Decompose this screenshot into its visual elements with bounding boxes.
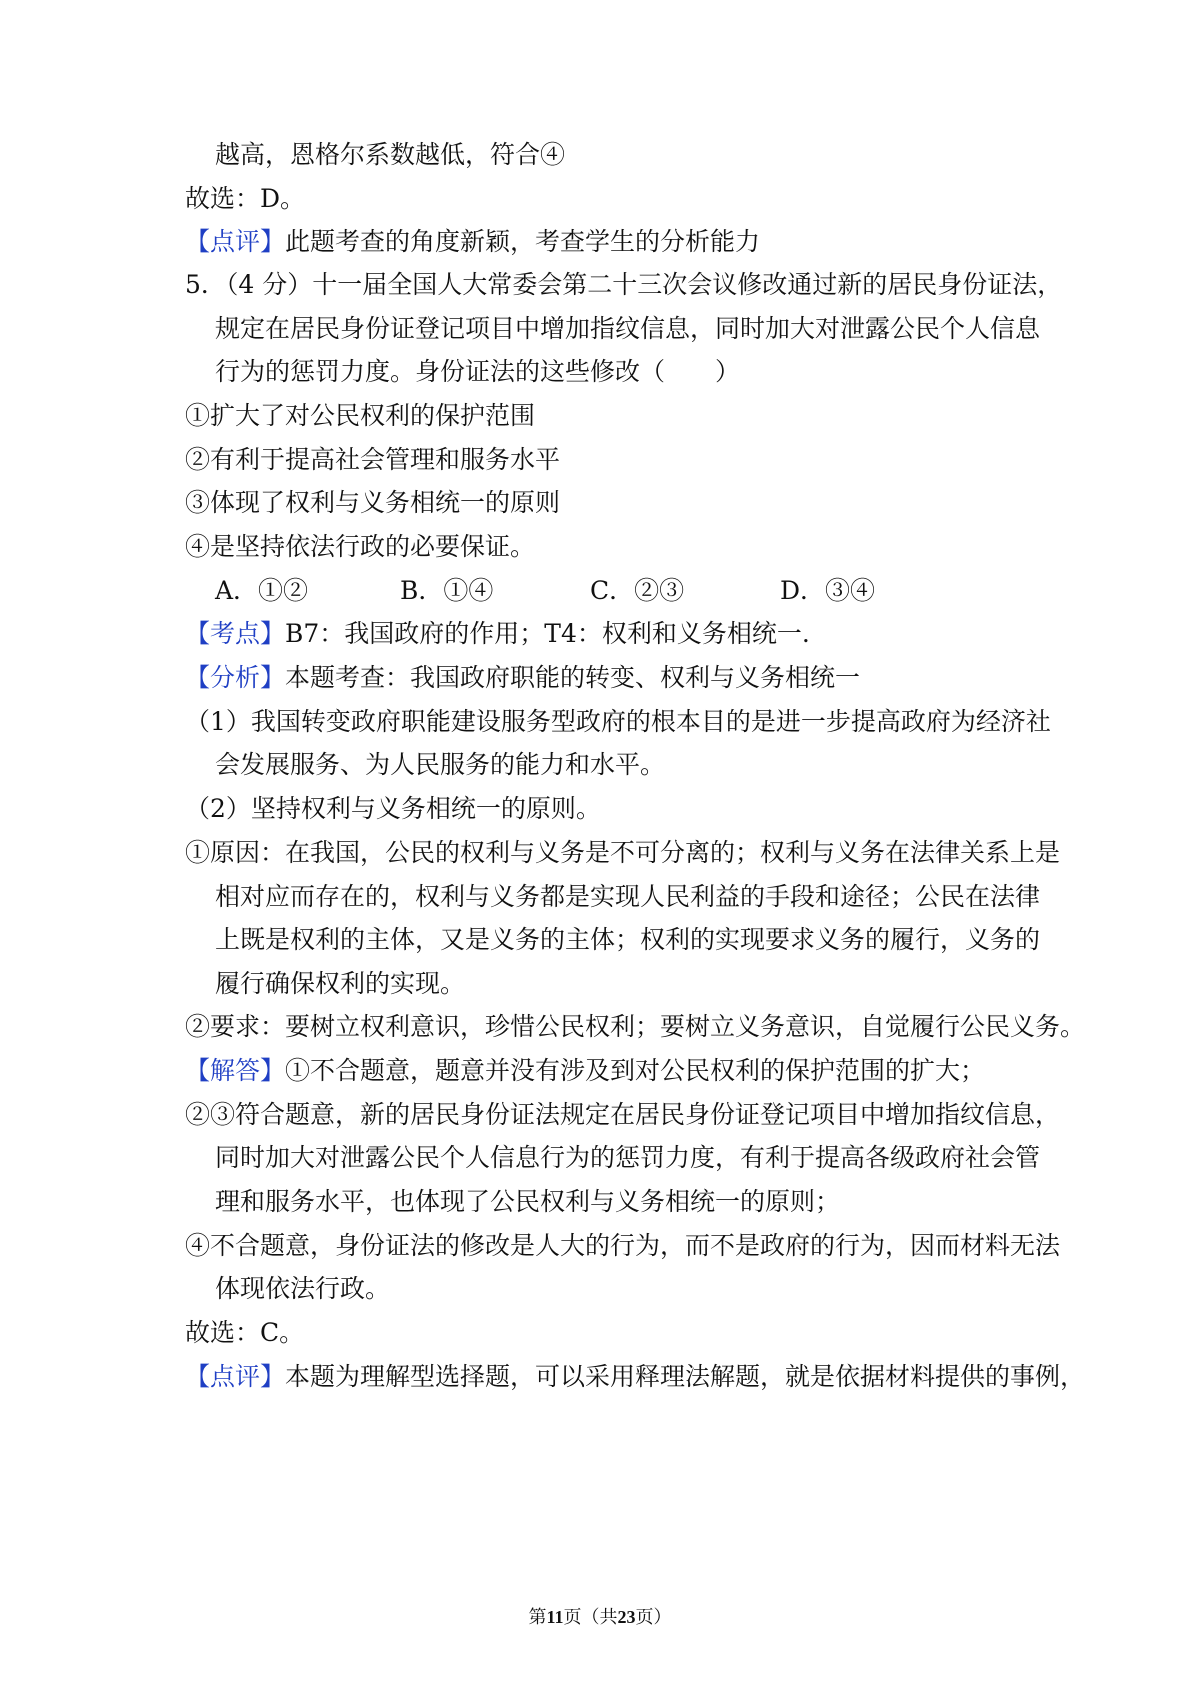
fenxi-line-8: ②要求：要树立权利意识，珍惜公民权利；要树立义务意识，自觉履行公民义务。 [185,1012,1086,1041]
fenxi-line-3: （2）坚持权利与义务相统一的原则。 [185,794,601,823]
jieda-text: ①不合题意，题意并没有涉及到对公民权利的保护范围的扩大； [285,1056,986,1085]
option-d: D．③④ [780,576,876,605]
question-stem-line-3: 行为的惩罚力度。身份证法的这些修改（ ） [215,357,741,386]
jieda-tag: 【解答】 [185,1056,286,1085]
jieda-line-2: 同时加大对泄露公民个人信息行为的惩罚力度，有利于提高各级政府社会管 [215,1143,1041,1172]
statement-1: ①扩大了对公民权利的保护范围 [185,401,536,430]
statement-3: ③体现了权利与义务相统一的原则 [185,488,561,517]
option-c: C．②③ [590,576,685,605]
footer-middle: 页（共 [563,1607,618,1628]
footer-prefix: 第 [528,1607,547,1628]
fenxi-line-1: （1）我国转变政府职能建设服务型政府的根本目的是进一步提高政府为经济社 [185,707,1051,736]
fenxi-line-5: 相对应而存在的，权利与义务都是实现人民利益的手段和途径；公民在法律 [215,882,1041,911]
statement-4: ④是坚持依法行政的必要保证。 [185,532,536,561]
fenxi-tag: 【分析】 [185,663,286,692]
fenxi-line-6: 上既是权利的主体，又是义务的主体；权利的实现要求义务的履行，义务的 [215,925,1041,954]
jieda-line-5: 体现依法行政。 [215,1274,391,1303]
fenxi-line [185,661,1035,695]
dianping-text: 本题为理解型选择题，可以采用释理法解题，就是依据材料提供的事例， [285,1362,1086,1391]
dianping-tag: 【点评】 [185,1362,286,1391]
fenxi-line-4: ①原因：在我国，公民的权利与义务是不可分离的；权利与义务在法律关系上是 [185,838,1061,867]
kaodian-line [185,617,1035,651]
prev-answer: 故选：D。 [185,184,306,213]
jieda-line [185,1054,1035,1088]
jieda-answer: 故选：C。 [185,1318,305,1347]
option-b: B．①④ [400,576,494,605]
question-stem-line-1: 5．（4 分）十一届全国人大常委会第二十三次会议修改通过新的居民身份证法， [185,270,1063,299]
fenxi-line-2: 会发展服务、为人民服务的能力和水平。 [215,750,666,779]
option-a: A．①② [215,576,309,605]
footer-page-number: 11 [546,1607,564,1627]
review-tag: 【点评】 [185,227,286,256]
kaodian-text: B7：我国政府的作用；T4：权利和义务相统一. [285,619,810,648]
jieda-line-3: 理和服务水平，也体现了公民权利与义务相统一的原则； [215,1187,841,1216]
fenxi-text: 本题考查：我国政府职能的转变、权利与义务相统一 [285,663,861,692]
question-stem-line-2: 规定在居民身份证登记项目中增加指纹信息，同时加大对泄露公民个人信息 [215,314,1041,343]
footer-page-total: 23 [617,1607,636,1627]
statement-2: ②有利于提高社会管理和服务水平 [185,445,561,474]
footer-suffix: 页） [635,1607,672,1628]
review-text: 此题考查的角度新颖，考查学生的分析能力 [285,227,761,256]
jieda-line-1: ②③符合题意，新的居民身份证法规定在居民身份证登记项目中增加指纹信息， [185,1100,1061,1129]
page-footer [0,1605,1200,1630]
prev-analysis-tail: 越高，恩格尔系数越低，符合④ [215,140,566,169]
jieda-line-4: ④不合题意，身份证法的修改是人大的行为，而不是政府的行为，因而材料无法 [185,1231,1061,1260]
prev-review [185,225,1035,259]
fenxi-line-7: 履行确保权利的实现。 [215,969,466,998]
dianping-line [185,1360,1086,1394]
kaodian-tag: 【考点】 [185,619,286,648]
